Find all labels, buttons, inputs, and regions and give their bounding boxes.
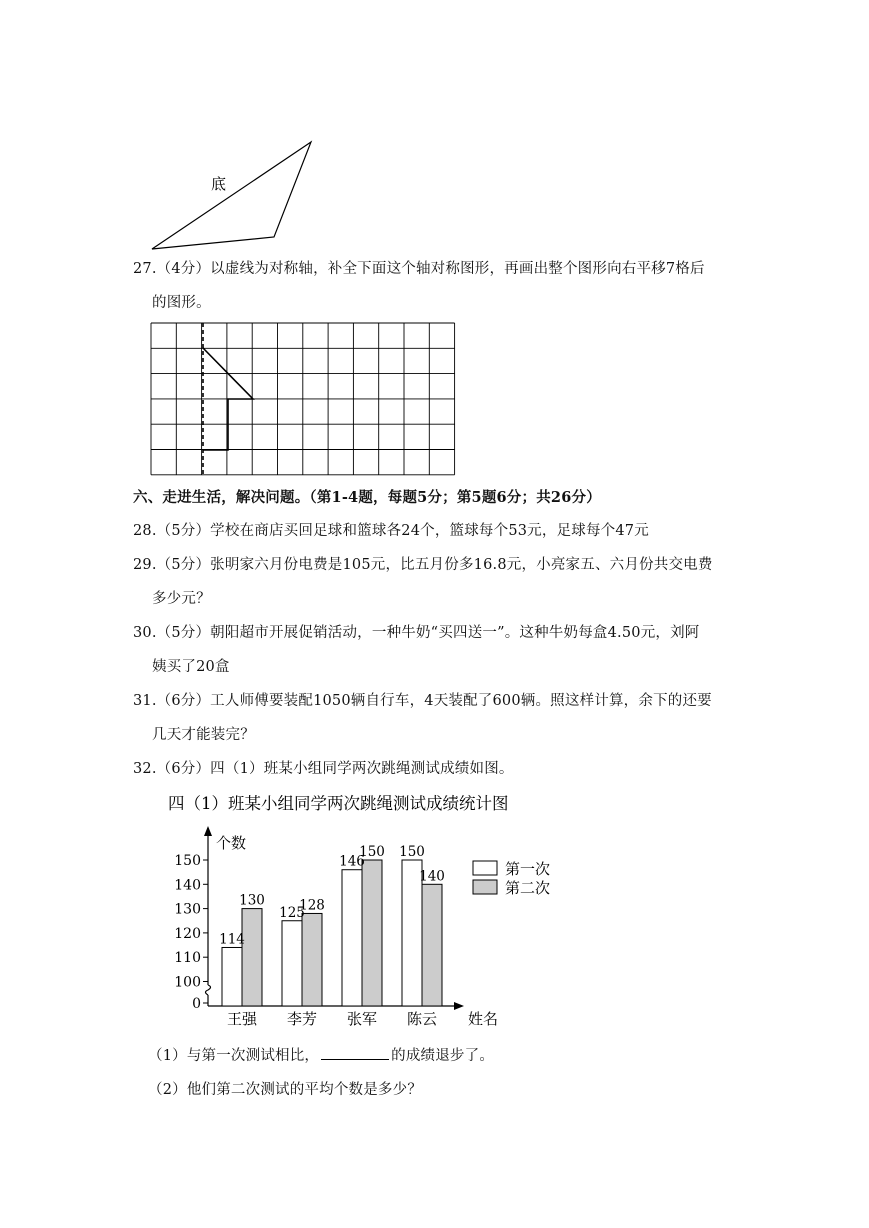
bar <box>282 921 302 1006</box>
grid-lines <box>151 323 455 475</box>
q30-line2: 姨买了20盒 <box>152 659 230 675</box>
bar <box>422 884 442 1006</box>
bar-value-label: 146 <box>339 853 365 870</box>
y-axis-arrow <box>204 826 212 836</box>
bar <box>342 870 362 1006</box>
y-tick-label: 110 <box>174 950 201 967</box>
answer-blank[interactable] <box>321 1045 389 1060</box>
bar-value-label: 150 <box>359 844 385 860</box>
section6-heading: 六、走进生活，解决问题。（第1-4题，每题5分；第5题6分；共26分） <box>133 489 601 506</box>
bar <box>362 860 382 1006</box>
y-tick-label: 130 <box>174 901 201 918</box>
bar-value-label: 125 <box>279 904 305 921</box>
bar-value-label: 128 <box>299 897 325 914</box>
y-tick-label: 120 <box>174 925 201 942</box>
bar <box>302 913 322 1006</box>
x-axis-label: 姓名 <box>468 1010 499 1028</box>
q29-line2: 多少元？ <box>152 591 211 607</box>
triangle-figure <box>148 136 318 254</box>
legend-swatch <box>473 880 497 894</box>
chart-title: 四（1）班某小组同学两次跳绳测试成绩统计图 <box>168 794 509 813</box>
triangle-shape <box>152 142 311 249</box>
x-tick-label: 张军 <box>346 1010 378 1028</box>
y-tick-label: 150 <box>174 853 201 869</box>
q30-line1: 30.（5分）朝阳超市开展促销活动，一种牛奶“买四送一”。这种牛奶每盒4.50元，刘阿 <box>133 625 700 641</box>
bar-value-label: 130 <box>239 892 265 909</box>
q27-line1: 27.（4分）以虚线为对称轴，补全下面这个轴对称图形，再画出整个图形向右平移7格后 <box>133 261 705 277</box>
legend-label: 第一次 <box>505 860 551 878</box>
x-axis-arrow <box>454 1002 464 1010</box>
q32-sub1 <box>148 1045 494 1066</box>
q32-sub2: （2）他们第二次测试的平均个数是多少？ <box>148 1082 423 1098</box>
bar <box>242 909 262 1006</box>
bar-value-label: 140 <box>419 868 445 885</box>
chart-legend <box>473 860 550 897</box>
q27-line2: 的图形。 <box>152 295 211 311</box>
bar <box>222 947 242 1006</box>
triangle-base-label: 底 <box>211 175 227 193</box>
x-tick-label: 陈云 <box>406 1010 438 1028</box>
y-tick-label: 100 <box>174 974 201 991</box>
q32-sub1-pre: （1）与第一次测试相比， <box>148 1048 320 1064</box>
q31-line1: 31.（6分）工人师傅要装配1050辆自行车，4天装配了600辆。照这样计算，余下的还要 <box>133 693 712 709</box>
y-tick-label: 140 <box>174 877 201 894</box>
chart-bars <box>222 860 442 1006</box>
symmetry-grid <box>150 322 458 478</box>
legend-label: 第二次 <box>505 879 551 897</box>
axis-break-symbol <box>206 985 211 995</box>
x-tick-label: 李芳 <box>286 1010 318 1028</box>
bar-value-label: 150 <box>399 844 425 860</box>
q32-line1: 32.（6分）四（1）班某小组同学两次跳绳测试成绩如图。 <box>133 761 514 777</box>
q31-line2: 几天才能装完？ <box>152 727 255 743</box>
y-tick-label: 0 <box>192 996 201 1012</box>
q32-sub1-post: 的成绩退步了。 <box>391 1048 495 1064</box>
jump-rope-bar-chart <box>160 790 560 1035</box>
y-axis-label: 个数 <box>216 834 247 852</box>
bar-value-label: 114 <box>219 931 245 948</box>
legend-swatch <box>473 861 497 875</box>
q29-line1: 29.（5分）张明家六月份电费是105元，比五月份多16.8元，小亮家五、六月份共交电费 <box>133 557 713 573</box>
q28-line1: 28.（5分）学校在商店买回足球和篮球各24个，篮球每个53元，足球每个47元 <box>133 523 649 539</box>
x-tick-label: 王强 <box>226 1010 258 1028</box>
